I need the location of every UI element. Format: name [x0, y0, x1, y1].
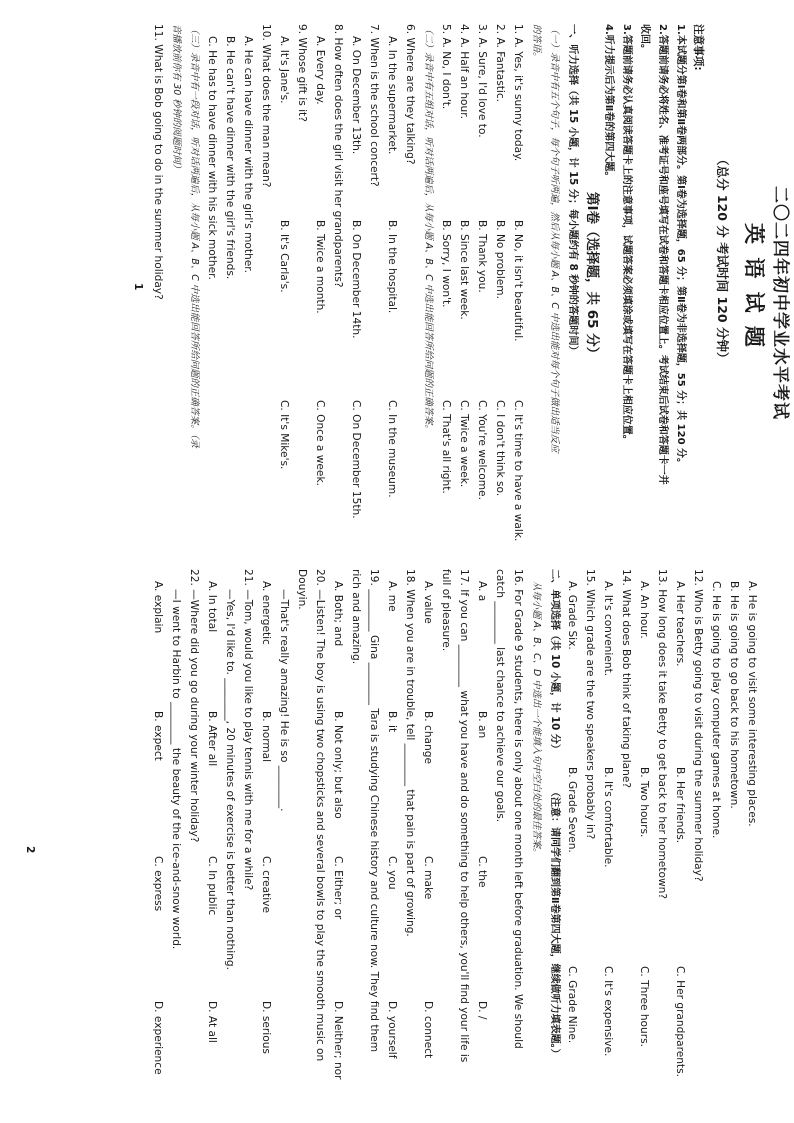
- q1-option-a: 1. A. Yes, it's sunny today.: [512, 24, 524, 162]
- q11-option-a: A. He is going to visit some interesting places.: [746, 581, 758, 827]
- q20-option-b: B. normal: [260, 711, 272, 763]
- q21-option-b: B. After all: [206, 711, 218, 767]
- q22-option-d: D. experience: [152, 1001, 164, 1075]
- q18-option-a: A. me: [386, 581, 398, 612]
- q9-option-a: A. It's Jane's.: [278, 36, 290, 104]
- q18-option-b: B. it: [386, 711, 398, 733]
- q11-question: 11. What is Bob going to do in the summer holiday?: [152, 24, 164, 300]
- part-one-title: 第Ⅰ卷（选择题，共 65 分）: [584, 192, 600, 361]
- q18-option-d: D. yourself: [386, 1001, 398, 1059]
- q8-option-c: C. Once a week.: [314, 400, 326, 486]
- q11-option-c: C. He is going to play computer games at home.: [710, 581, 722, 839]
- q20-question-2: Douyin.: [296, 569, 308, 610]
- q10-option-a: A. He can have dinner with the girl's mother.: [242, 36, 254, 274]
- q16-option-d: D. /: [476, 1001, 488, 1020]
- q12-option-c: C. Her grandparents.: [674, 966, 686, 1077]
- q20-option-a: A. energetic: [260, 581, 272, 645]
- single-choice-heading: 二、单项选择（共 10 小题，计 10 分）: [549, 569, 560, 755]
- notice-3: 3.答题前请务必认真阅读答题卡上的注意事项，试题答案必须填涂或填写在答题卡上相应位置。: [621, 24, 632, 445]
- q16-option-c: C. the: [476, 856, 488, 888]
- listening-note-1: （一）录音中有五个句子，每个句子听两遍，然后从每小题 A、B、C 中选出能对每个句子做出适当反应: [549, 24, 560, 453]
- notice-2: 2.答题前请务必将姓名、准考证号和座号填写在试卷和答题卡相应位置上。考试结束后试卷和答题卡一并: [657, 24, 668, 485]
- q7-option-a: A. On December 13th.: [350, 36, 362, 155]
- q14-option-c: C. It's expensive.: [602, 966, 614, 1057]
- q2-option-a: 2. A. Fantastic.: [494, 24, 506, 103]
- exam-page-2: [0, 561, 794, 1123]
- q17-question-1: 17. If you can ________ what you have and do something to help others, you'll find your life is: [458, 569, 470, 1063]
- q14-option-a: A. It's convenient.: [602, 581, 614, 677]
- q15-option-c: C. Grade Nine.: [566, 966, 578, 1044]
- q20-question-1: 20. —Listen! The boy is using two chopsticks and several bowls to play the smooth music on: [314, 569, 326, 1062]
- q12-option-b: B. Her friends.: [674, 767, 686, 844]
- q9-option-c: C. It's Mike's.: [278, 400, 290, 470]
- dialog-note: （二）录音中有五组对话，听对话两遍后，从每小题 A、B、C 中选出能回答所给问题的正确答案。: [423, 24, 434, 434]
- q21-option-c: C. In public: [206, 856, 218, 916]
- q10-option-b: B. He can't have dinner with the girl's friends.: [224, 36, 236, 280]
- notice-2-cont: 收回。: [639, 24, 650, 54]
- q17-option-b: B. change: [422, 711, 434, 764]
- notice-heading: 注意事项:: [692, 24, 704, 71]
- notice-4: 4.听力提示后为第Ⅱ卷的第四大题。: [603, 24, 614, 182]
- q17-option-a: A. value: [422, 581, 434, 624]
- q22-option-a: A. explain: [152, 581, 164, 634]
- q21-option-a: A. In total: [206, 581, 218, 633]
- q6-option-c: C. In the museum.: [386, 400, 398, 498]
- q7-question: 7. When is the school concert?: [368, 24, 380, 187]
- q13-option-b: B. Two hours.: [638, 767, 650, 838]
- listening-heading: 一、听力选择（共 15 小题，计 15 分；每小题约有 8 秒钟的答题时间）: [567, 24, 578, 356]
- section3-note-1: （三）录音中有一段对话，听对话两遍后，从每小题 A、B、C 中选出能回答所给问题的正确答案。（录: [189, 24, 200, 448]
- q19-option-c: C. Either; or: [332, 856, 344, 920]
- q19-option-d: D. Neither; nor: [332, 1001, 344, 1080]
- q17-option-c: C. make: [422, 856, 434, 900]
- exam-subtitle: 英 语 试 题: [742, 223, 767, 350]
- q19-question-2: rich and amazing.: [350, 569, 362, 665]
- q14-question: 14. What does Bob think of taking plane?: [620, 569, 632, 789]
- q18-option-c: C. you: [386, 856, 398, 890]
- q13-option-a: A. An hour.: [638, 581, 650, 639]
- q5-option-b: B. Sorry, I won't.: [440, 220, 452, 308]
- q22-question-2: —I went to Harbin to ________ the beauty of the ice-and-snow world.: [170, 589, 182, 950]
- q17-question-2: full of pleasure.: [440, 569, 452, 652]
- section3-note-2: 音播放前你有 30 秒钟的阅题时间）: [171, 24, 182, 174]
- q8-question: 8. How often does the girl visit her grandparents?: [332, 24, 344, 288]
- q16-option-b: B. an: [476, 711, 488, 739]
- q1-option-c: C. It's time to have a walk.: [512, 400, 524, 542]
- exam-title: 二〇二四年初中学业水平考试: [770, 186, 790, 420]
- q16-question-2: catch ________ last chance to achieve our goals.: [494, 569, 506, 823]
- single-choice-attention: （注意：请同学们翻到第Ⅱ卷第四大题，继续做听力填表题。）: [549, 787, 560, 1059]
- q19-option-a: A. Both; and: [332, 581, 344, 647]
- page-number-1: 1: [132, 283, 144, 291]
- q1-option-b: B. No, it isn't beautiful.: [512, 220, 524, 342]
- q9-question: 9. Whose gift is it?: [296, 24, 308, 122]
- score-info: （总分 120 分 考试时间 120 分钟）: [715, 153, 730, 365]
- q18-question: 18. When you are in trouble, tell ________ that pain is part of growing.: [404, 569, 416, 937]
- q3-option-c: C. You're welcome.: [476, 400, 488, 500]
- q4-option-c: C. Twice a week.: [458, 400, 470, 488]
- q21-option-d: D. At all: [206, 1001, 218, 1043]
- q7-option-b: B. On December 14th.: [350, 220, 362, 339]
- q22-question-1: 22. —Where did you go during your winter holiday?: [188, 569, 200, 843]
- q21-question-2: —Yes, I'd like to. ________, 20 minutes of exercise is better than nothing.: [224, 589, 236, 971]
- q6-question: 6. Where are they talking?: [404, 24, 416, 165]
- notice-1: 1.本试题分第Ⅰ卷和第Ⅱ卷两部分。第Ⅰ卷为选择题，65 分；第Ⅱ卷为非选择题，55 分；共 120 分。: [675, 24, 686, 469]
- q2-option-c: C. I don't think so.: [494, 400, 506, 497]
- q10-option-c: C. He has to have dinner with his sick mother.: [206, 36, 218, 280]
- q11-option-b: B. He is going to go back to his hometown.: [728, 581, 740, 809]
- q16-question-1: 16. For Grade 9 students, there is only about one month left before graduation. We should: [512, 569, 524, 1049]
- q8-option-b: B. Twice a month.: [314, 220, 326, 314]
- listening-note-2: 的答语。: [531, 24, 542, 62]
- q8-option-a: A. Every day.: [314, 36, 326, 105]
- q19-question-1: 19. ________ Gina ________ Tara is studying Chinese history and culture now. They find them: [368, 569, 380, 1053]
- q16-option-a: A. a: [476, 581, 488, 602]
- q3-option-b: B. Thank you.: [476, 220, 488, 293]
- q17-option-d: D. connect: [422, 1001, 434, 1059]
- q5-option-a: 5. A. No, I don't.: [440, 24, 452, 110]
- q9-option-b: B. It's Carla's.: [278, 220, 290, 293]
- q4-option-b: B. Since last week.: [458, 220, 470, 320]
- q6-option-b: B. In the hospital.: [386, 220, 398, 314]
- single-choice-note: 从每小题 A、B、C、D 中选出一个能填入句中空白处的最佳答案。: [531, 581, 542, 858]
- q20-option-d: D. serious: [260, 1001, 272, 1054]
- q4-option-a: 4. A. Half an hour.: [458, 24, 470, 120]
- q5-option-c: C. That's all right.: [440, 400, 452, 494]
- q21-question-1: 21. —Tom, would you like to play tennis with me for a while?: [242, 569, 254, 891]
- q6-option-a: A. In the supermarket.: [386, 36, 398, 155]
- q12-option-a: A. Her teachers.: [674, 581, 686, 667]
- q3-option-a: 3. A. Sure, I'd love to.: [476, 24, 488, 138]
- q22-option-c: C. express: [152, 856, 164, 912]
- q15-option-a: A. Grade Six.: [566, 581, 578, 650]
- q20-option-c: C. creative: [260, 856, 272, 913]
- q12-question: 12. Who is Betty going to visit during the summer holiday?: [692, 569, 704, 882]
- q13-option-c: C. Three hours.: [638, 966, 650, 1047]
- q2-option-b: B. No problem.: [494, 220, 506, 299]
- q10-question: 10. What does the man mean?: [260, 24, 272, 188]
- exam-page-1: [0, 0, 794, 561]
- q19-option-b: B. Not only; but also: [332, 711, 344, 819]
- page-number-2: 2: [24, 846, 36, 854]
- q7-option-c: C. On December 15th.: [350, 400, 362, 519]
- q14-option-b: B. It's comfortable.: [602, 767, 614, 868]
- q13-question: 13. How long does it take Betty to get back to her hometown?: [656, 569, 668, 899]
- q15-question: 15. Which grade are the two speakers probably in?: [584, 569, 596, 840]
- q15-option-b: B. Grade Seven.: [566, 767, 578, 853]
- q22-option-b: B. expect: [152, 711, 164, 761]
- q20-question-3: —That's really amazing! He is so ________.: [278, 589, 290, 812]
